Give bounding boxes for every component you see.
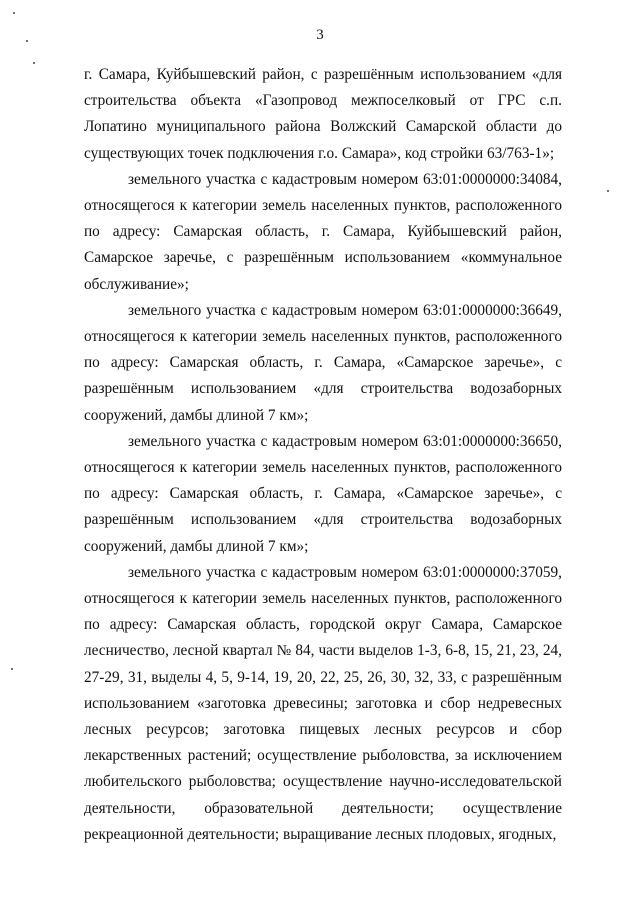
paragraph-land-plot-37059: земельного участка с кадастровым номером 63:01:0000000:37059, относящегося к категории земель населенных пунктов, расположенного по адресу: Самарская область, городской округ Самара, Самарское лесничество, лесной квартал № 84, части выделов 1-3, 6-8, 15, 21, 23, 24, 27-29, 31, выделы 4, 5, 9-14, 19, 20, 22, 25, 26, 30, 32, 33, с разрешённым использованием «заготовка древесины; заготовка и сбор недревесных лесных ресурсов; заготовка пищевых лесных ресурсов и сбор лекарственных растений; осуществление рыболовства, за исключением любительского рыболовства; осуществление научно-исследовательской деятельности, образовательной деятельности; осуществление рекреационной деятельности; выращивание лесных плодовых, ягодных, — [84, 563, 562, 843]
scan-speck — [11, 668, 13, 670]
page-number: 3 — [316, 27, 324, 43]
paragraph-continuation: г. Самара, Куйбышевский район, с разрешённым использованием «для строительства объекта «Газопровод межпоселковый от ГРС с.п. Лопатино муниципального района Волжский Самарской области до существующих точек подключения г.о. Самара», код стройки 63/763-1»; — [84, 66, 562, 162]
paragraph-land-plot-36649: земельного участка с кадастровым номером 63:01:0000000:36649, относящегося к категории земель населенных пунктов, расположенного по адресу: Самарская область, г. Самара, «Самарское заречье», с разрешённым использованием «для строительства водозаборных сооружений, дамбы длиной 7 км»; — [84, 301, 562, 424]
document-body — [84, 62, 562, 848]
scan-speck — [607, 190, 609, 192]
paragraph-land-plot-34084: земельного участка с кадастровым номером 63:01:0000000:34084, относящегося к категории земель населенных пунктов, расположенного по адресу: Самарская область, г. Самара, Куйбышевский район, Самарское заречье, с разрешённым использованием «коммунальное обслуживание»; — [84, 170, 562, 293]
scan-speck — [33, 62, 35, 64]
scan-speck — [13, 12, 15, 14]
paragraph-land-plot-36650: земельного участка с кадастровым номером 63:01:0000000:36650, относящегося к категории земель населенных пунктов, расположенного по адресу: Самарская область, г. Самара, «Самарское заречье», с разрешённым использованием «для строительства водозаборных сооружений, дамбы длиной 7 км»; — [84, 432, 562, 555]
